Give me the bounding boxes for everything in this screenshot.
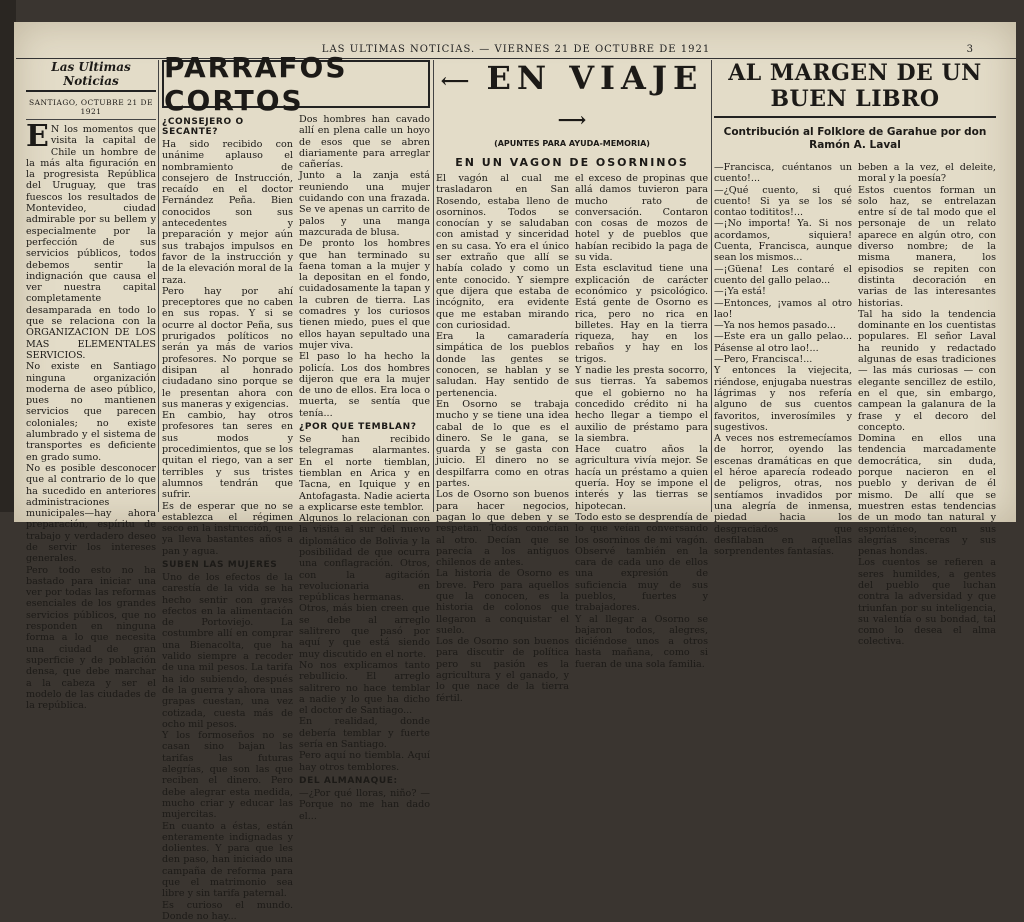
paragraph: Uno de los efectos de la carestía de la vida se ha hecho sentir con graves efectos en la alimentación de Portoviejo. La costumbre allí en comprar una Bienacolta, que ha valido siempre a recoder de una mil pesos. La tarifa ha ido subiendo, después de la guerra y ahora unas grapas cuestan, una vez cotizada, cuesta más de ocho mil pesos. — [162, 571, 293, 730]
page-number: 3 — [966, 44, 974, 55]
paragraph: En realidad, donde debería temblar y fuerte sería en Santiago. — [299, 716, 430, 751]
paragraph: Los de Osorno son buenos para discutir de política pero su pasión es la agricultura y el ganado, y lo que nace de la tierra fértil. — [436, 636, 569, 704]
section-subtitle: (APUNTES PARA AYUDA-MEMORIA) — [494, 139, 650, 148]
paragraph: Pero hay por ahí preceptores que no caben en sus ropas. Y si se ocurre al doctor Peña, sus prurigados políticos no serán ya más de varios profesores. No porque se disipan al honrado ciudadano sino porque se le presentan ahora con sus maneras y exigencias. — [162, 285, 293, 410]
dateline: SANTIAGO, OCTUBRE 21 DE 1921 — [26, 98, 156, 120]
paragraph: Se han recibido telegramas alarmantes. En el norte tiemblan, tiemblan en Arica y en Tacna, en Iquique y en Antofagasta. Nadie acierta a explicarse este temblor. — [299, 434, 430, 513]
subheading: DEL ALMANAQUE: — [299, 775, 398, 786]
paragraph: Dos hombres han cavado allí en plena calle un hoyo de esos que se abren diariamente para arreglar cañerías. — [299, 114, 430, 171]
section-title: AL MARGEN DE UN BUEN LIBRO — [714, 60, 996, 118]
drop-cap: E — [26, 119, 49, 154]
paragraph: Todo esto se desprendía de lo que veían conversando los osorninos de mi vagón. Observé también en la cara de cada uno de ellos una expresión de suficiencia muy de sus pueblos, fuertes y trabajadores. — [575, 511, 708, 614]
paragraph: En cambio, hay otros profesores tan seres en sus modos y procedimientos, que se los quitan el riego, van a ser terribles y sus tristes alumnos tendrán que sufrir. — [162, 410, 293, 501]
paragraph: —Pero, Francisca!... — [714, 354, 813, 366]
paragraph: Algunos lo relacionan con la visita al sur del nuevo diplomático de Bolivia y la posibilidad de que ocurra una conflagración. Otros, con la agitación revolucionaria en repúblicas hermanas. — [299, 513, 430, 604]
arrow-left-icon: ⟵ — [440, 68, 470, 93]
paragraph: —¡Ya está! — [714, 286, 766, 298]
paragraph: Otros, más bien creen que se debe al arreglo salitrero que pasó por aquí y que está siendo muy discutido en el norte. — [299, 603, 430, 660]
editorial-column — [26, 60, 156, 712]
paragraph: Y entonces la viejecita, riéndose, enjugaba nuestras lágrimas y nos refería alguno de sus cuentos favoritos, inverosímiles y sugestivos. — [714, 365, 852, 433]
subcolumn-left — [436, 173, 569, 704]
paragraph: Domina en ellos una tendencia marcadamente democrática, sin duda, porque nacieron en el pueblo y derivan de él mismo. De allí que se muestren estas tendencias de un modo tan natural y espontáneo, con sus alegrías sinceras y sus penas hondas. — [858, 433, 996, 558]
running-head-text: LAS ULTIMAS NOTICIAS. — VIERNES 21 DE OCTUBRE DE 1921 — [321, 44, 711, 55]
paragraph: —¡No importa! Ya. Si nos acordamos, siquiera! Cuenta, Francisca, aunque sean los mismos... — [714, 218, 852, 264]
subcolumn-right — [299, 114, 430, 922]
paragraph: Y nadie les presta socorro, sus tierras. Ya sabemos que el gobierno no ha concedido crédito ni ha hecho llegar a tiempo el auxilio de préstamo para la siembra. — [575, 365, 708, 444]
paragraph: A veces nos estremecíamos de horror, oyendo las escenas dramáticas en que el héroe aparecía rodeado de peligros, otras, nos sentíamos invadidos por una alegría de inmensa, piedad hacia los desgraciados que desfilaban en aquellas sorprendentes fantasías. — [714, 433, 852, 558]
column-rule — [433, 60, 434, 512]
article-heading: EN UN VAGON DE OSORNINOS — [455, 156, 689, 169]
paragraph: Esta esclavitud tiene una explicación de carácter económico y psicológico. Está gente de Osorno es rica, pero no rica en billetes. Hay en la tierra riqueza, hay en los rebaños y hay en los trigos. — [575, 263, 708, 365]
paragraph: El vagón al cual me trasladaron en San Rosendo, estaba lleno de osorninos. Todos se conocían y se saludaban con amistad y sinceridad en su casa. Yo era el único ser extraño que allí se había colado y como un ente conocido. Y siempre que dijera que estaba de incógnito, era evidente que me estaban mirando con curiosidad. — [436, 173, 569, 331]
paragraph: Y al llegar a Osorno se bajaron todos, alegres, diciéndose unos a otros hasta mañana, como si fueran de una sola familia. — [575, 613, 708, 670]
subcolumn-right — [575, 173, 708, 704]
editorial-paragraph: No existe en Santiago ninguna organización moderna de aseo público, pues no mantienen servicios que parecen coloniales; no existe alumbrado y el sistema de transportes es deficiente en grado sumo. — [26, 361, 156, 463]
paragraph: Los de Osorno son buenos para hacer negocios, pagan lo que deben y se respetan. Todos conocían al otro. Decían que se parecía a los antiguos chilenos de antes. — [436, 489, 569, 569]
paragraph: No nos explicamos tanto rebullicio. El arreglo salitrero no hace temblar a nadie y lo que ha dicho el doctor de Santiago... — [299, 659, 430, 717]
arrow-right-icon: ⟶ — [557, 107, 587, 131]
column-rule — [158, 60, 159, 512]
paragraph: De pronto los hombres que han terminado su faena toman a la mujer y la depositan en el fondo, cuidadosamente la tapan y la cubren de tierra. Las comadres y los curiosos tienen miedo, pues el que ellos hayan sepultado una mujer viva. — [299, 238, 430, 351]
subheading: ¿POR QUE TEMBLAN? — [299, 422, 417, 433]
paragraph: Es de esperar que no se establezca el régimen seco en la instrucción, que ya lleva bastantes años a pan y agua. — [162, 500, 293, 557]
editorial-paragraph: No es posible desconocer que al contrario de lo que ha sucedido en anteriores administraciones municipales—hay ahora preparación, espíritu de trabajo y verdadero deseo de servir los intereses generales. — [26, 462, 156, 565]
paragraph: —Este era un gallo pelao... Pásense al otro lao!... — [714, 331, 852, 354]
section-title: PARRAFOS CORTOS — [162, 60, 430, 108]
paragraph: Era la camaradería simpática de los pueblos donde las gentes se conocen, se hablan y se saludan. Hay sentido de pertenencia. — [436, 331, 569, 399]
paragraph: —Entonces, ¡vamos al otro lao! — [714, 297, 852, 320]
subcolumn-left — [162, 114, 293, 922]
editorial-paragraph: E N los momentos que visita la capital de Chile un hombre de la más alta figuración en la progresista República del Uruguay, que tras fuescos los resultados de Montevideo, ciudad admirable por su bellem y especialmente por la perfección de sus servicios públicos, todos debemos sentir la indignación que causa el ver nuestra capital completamente desamparada en todo lo que se relaciona con la ORGANIZACION DE LOS MAS ELEMENTALES SERVICIOS. — [26, 119, 156, 361]
paragraph: Ha sido recibido con unánime aplauso el nombramiento de consejero de Instrucción, recaído en el doctor Fernández Peña. Bien conocidos son sus antecedentes y preparación y mejor aún sus trabajos impulsos en favor de la instrucción y de la elevación moral de la raza. — [162, 139, 293, 286]
paragraph: En cuanto a éstas, están enteramente indignadas y dolientes. Y para que les den paso, han iniciado una campaña de reforma para que el matrimonio sea libre y sin tarifa paternal. — [162, 820, 293, 900]
subheading: ¿CONSEJERO O SECANTE? — [162, 117, 244, 137]
paragraph: Hace cuatro años la agricultura vivía mejor. Se hacía un préstamo a quien quería. Hoy se impone el interés y las tierras se hipotecan. — [575, 444, 708, 512]
paragraph: —Francisca, cuéntanos un cuento!... — [714, 162, 852, 185]
section-title: ⟵ EN VIAJE ⟶ — [440, 59, 704, 131]
paragraph: —¿Qué cuento, si qué cuento! Si ya se los sé contao todititos!... — [714, 184, 852, 219]
en-viaje-column — [436, 59, 708, 704]
column-rule — [711, 60, 712, 512]
paragraph: Tal ha sido la tendencia dominante en los cuentistas populares. El señor Laval ha reunido y redactado algunas de esas tradiciones — las más curiosas — con elegante sencillez de estilo, en el que, sin embargo, campean la galanura de la frase y el decoro del concepto. — [858, 308, 996, 433]
parrafos-cortos-column — [162, 51, 430, 922]
paragraph: La historia de Osorno es breve. Pero para aquellos que la conocen, es la historia de colonos que llegaron a conquistar el suelo. — [436, 568, 569, 636]
section-subtitle: Contribución al Folklore de Garahue por don Ramón A. Laval — [723, 126, 987, 151]
editorial-paragraph: Pero todo esto no ha bastado para iniciar una ver por todas las reformas esenciales de los grandes servicios públicos, que no responden en ninguna forma a lo que necesita una ciudad de gran superficie y de población densa, que debe marchar a la cabeza y ser el modelo de las ciudades de la república. — [26, 564, 156, 712]
masthead: Las Ultimas Noticias — [26, 60, 156, 92]
paragraph: Pero aquí no tiembla. Aquí hay otros temblores. — [299, 750, 430, 773]
paragraph: —¿Por qué lloras, niño? —Porque no me han dado el... — [299, 787, 430, 822]
paragraph: Junto a la zanja está reuniendo una mujer cuidando con una frazada. Se ve apenas un carrito de palos y una manga mazcurada de blusa. — [299, 170, 430, 238]
paragraph: En Osorno se trabaja mucho y se tiene una idea cabal de lo que es el dinero. Se le gana, se guarda y se gasta con juicio. El dinero no se despilfarra como en otras partes. — [436, 398, 569, 490]
paragraph: Estos cuentos forman un solo haz, se entrelazan entre sí de tal modo que el personaje de un relato aparece en algún otro, con diverso nombre; de la misma manera, los episodios se repiten con distinta decoración en varias de las interesantes historias. — [858, 184, 996, 309]
paragraph: —Ya nos hemos pasado... — [714, 320, 836, 332]
paragraph: —¡Güena! Les contaré el cuento del gallo pelao... — [714, 263, 852, 286]
paragraph: beben a la vez, el deleite, moral y la poesía? — [858, 162, 996, 185]
subcolumn-right — [858, 162, 996, 648]
paragraph: El paso lo ha hecho la policía. Los dos hombres dijeron que era la mujer de uno de ellos. Era loca o muerta, se sentía que tenía... — [299, 351, 430, 419]
paragraph: el exceso de propinas que allá damos tuvieron para mucho rato de conversación. Contaron con cosas de mozos de hotel y de pueblos que habían recibido la paga de su vida. — [575, 173, 708, 264]
paragraph: Es curioso el mundo. Donde no hay... — [162, 899, 293, 922]
paragraph: Y los formoseños no se casan sino bajan las tarifas las futuras alegrías, que son las que reciben el dinero. Pero debe alegrar esta medida, mucho criar y educar las mujercitas. — [162, 730, 293, 821]
subcolumn-left — [714, 162, 852, 648]
subheading: SUBEN LAS MUJERES — [162, 559, 278, 570]
al-margen-column — [714, 60, 996, 648]
paragraph: Los cuentos se refieren a seres humildes, a gentes del pueblo que luchan contra la adversidad y que triunfan por su inteligencia, su valentía o su bondad, tal como lo desea el alma colectiva. — [858, 557, 996, 648]
